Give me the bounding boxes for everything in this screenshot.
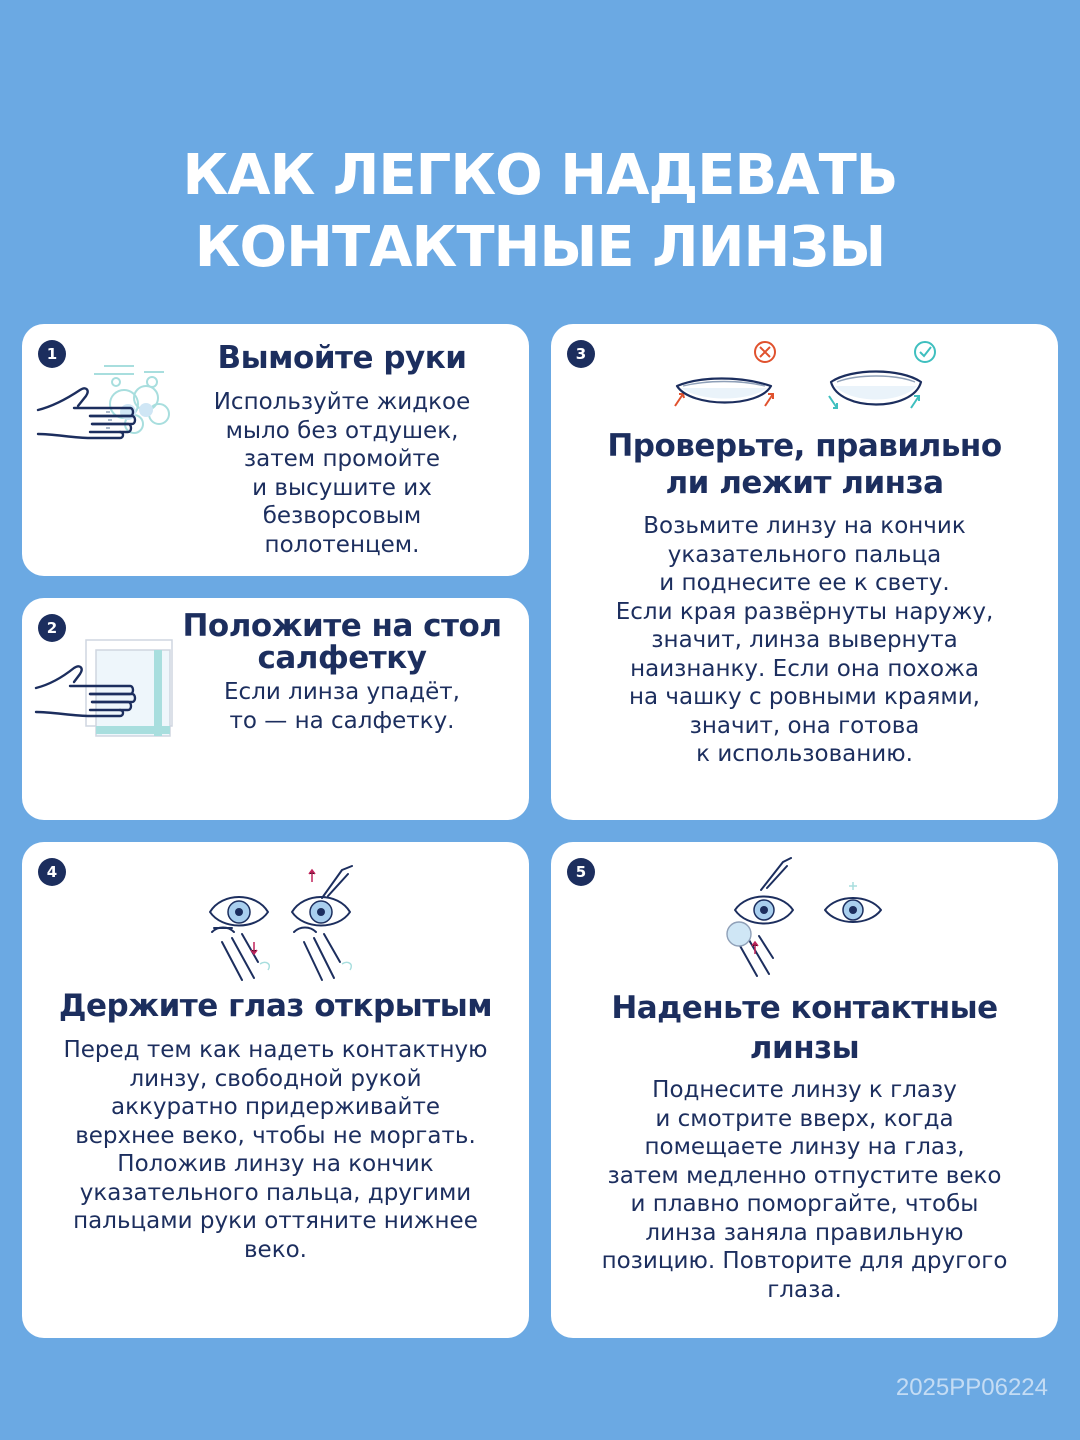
step-card-2: [22, 598, 529, 820]
step-number-badge: 1: [38, 340, 66, 368]
step-number-badge: 3: [567, 340, 595, 368]
hand-washing-icon: [34, 354, 184, 454]
step-number-badge: 5: [567, 858, 595, 886]
step-text: Перед тем как надеть контактную линзу, свободной рукой аккуратно придерживайте верхнее веко, чтобы не моргать. Положив линзу на кончик указательного пальца, другими пальцами руки оттяните нижнее веко.: [63, 1037, 488, 1263]
lens-insert-icon: [721, 854, 891, 979]
step-title: Вымойте руки: [217, 340, 467, 376]
step-number-badge: 2: [38, 614, 66, 642]
footer-code: 2025PP06224: [895, 1374, 1048, 1401]
step-number-badge: 4: [38, 858, 66, 886]
step-text: Если линза упадёт, то — на салфетку.: [224, 679, 460, 734]
step-card-4: [22, 842, 529, 1338]
title-line-1: КАК ЛЕГКО НАДЕВАТЬ: [182, 143, 898, 208]
step-text: Поднесите линзу к глазу и смотрите вверх, когда помещаете линзу на глаз, затем медленно отпустите веко и плавно поморгайте, чтобы линза заняла правильную позицию. Повторите для другого глаза.: [601, 1077, 1008, 1303]
hand-napkin-icon: [34, 638, 184, 748]
step-title: Положите на стол салфетку: [182, 608, 502, 676]
step-title: Проверьте, правильно ли лежит линза: [607, 428, 1002, 501]
step-card-3: [551, 324, 1058, 820]
step-card-5: [551, 842, 1058, 1338]
step-title: Держите глаз открытым: [58, 988, 493, 1024]
lens-check-icon: [661, 336, 961, 426]
step-title: Наденьте контактные линзы: [611, 990, 998, 1066]
step-text: Используйте жидкое мыло без отдушек, затем промойте и высушите их безворсовым полотенцем.: [213, 389, 471, 558]
page-title: [0, 140, 1080, 284]
step-card-1: [22, 324, 529, 576]
title-line-2: КОНТАКТНЫЕ ЛИНЗЫ: [194, 215, 886, 280]
eye-open-icon: [202, 852, 362, 982]
step-text: Возьмите линзу на кончик указательного пальца и поднесите ее к свету. Если края развёрнуты наружу, значит, линза вывернута наизнанку. Если она похожа на чашку с ровными краями, значит, она готова к использованию.: [615, 513, 994, 767]
